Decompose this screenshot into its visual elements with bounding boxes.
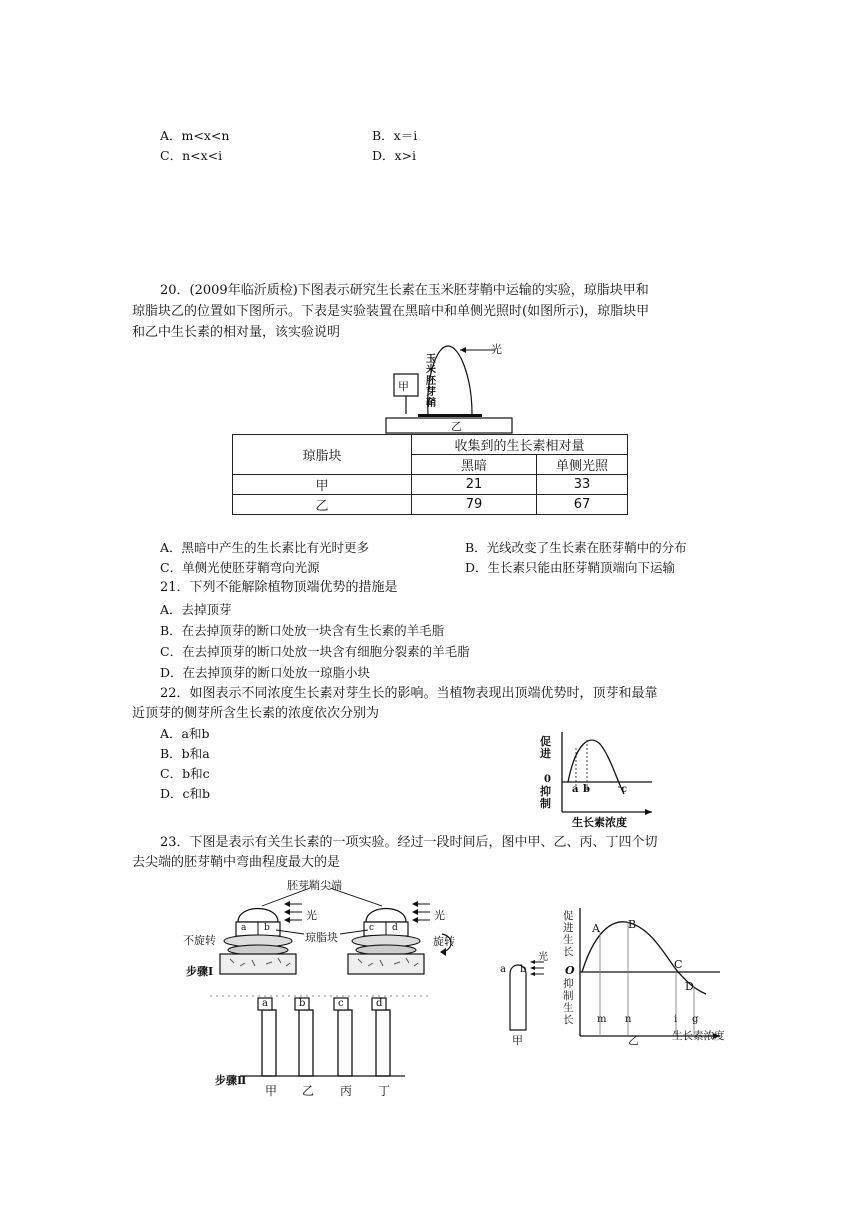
q20-option-a: A．黑暗中产生的生长素比有光时更多 bbox=[160, 540, 370, 555]
q23-step2-block-a: a bbox=[262, 998, 268, 1009]
q23-yi-zero: O bbox=[565, 964, 575, 977]
q23-stem-bing: 丙 bbox=[340, 1084, 353, 1098]
q23-step1-label: 步骤Ⅰ bbox=[186, 965, 214, 978]
q20-stem-line3: 和乙中生长素的相对量，该实验说明 bbox=[132, 325, 341, 340]
q23-yi-caption: 乙 bbox=[628, 1034, 639, 1047]
q23-block-c-top: c bbox=[369, 923, 375, 933]
q23-fig-yi-chart bbox=[560, 904, 740, 1044]
q21-option-c: C．在去掉顶芽的断口处放一块含有细胞分裂素的羊毛脂 bbox=[160, 644, 470, 659]
q23-fig-jia bbox=[500, 950, 560, 1040]
q23-tip-label: 胚芽鞘尖端 bbox=[287, 879, 342, 892]
q22-option-c: C．b和c bbox=[160, 766, 210, 781]
q23-block-d-top: d bbox=[392, 923, 398, 933]
q22-point-a: a bbox=[572, 784, 579, 795]
q22-stem-line1: 22．如图表示不同浓度生长素对芽生长的影响。当植物表现出顶端优势时，顶芽和最靠 bbox=[160, 686, 658, 701]
q20-light-label: 光 bbox=[491, 343, 502, 356]
q23-jia-light: 光 bbox=[538, 952, 548, 963]
q23-yi-y-bottom: 抑制生长 bbox=[563, 978, 574, 1026]
q23-yi-point-c: C bbox=[674, 958, 683, 971]
q22-growth-chart bbox=[534, 728, 664, 824]
q22-y-bottom-label: 抑制 bbox=[540, 785, 551, 810]
q23-stem-jia: 甲 bbox=[265, 1084, 278, 1098]
q20-option-b: B．光线改变了生长素在胚芽鞘中的分布 bbox=[465, 540, 687, 555]
table-row: 乙 79 67 bbox=[233, 495, 628, 515]
q20-data-table bbox=[232, 434, 628, 515]
q20-coleoptile-label: 玉 米 胚 芽 鞘 bbox=[426, 354, 436, 409]
q23-step2-block-b: b bbox=[299, 998, 306, 1009]
q22-stem-line2: 近顶芽的侧芽所含生长素的浓度依次分别为 bbox=[132, 706, 380, 721]
q19-option-c: C．n<x<i bbox=[160, 148, 223, 163]
q23-jia-b: b bbox=[520, 964, 527, 975]
q22-zero-label: 0 bbox=[544, 774, 551, 785]
q23-yi-tick-m: m bbox=[597, 1014, 607, 1025]
q23-yi-tick-g: g bbox=[692, 1014, 699, 1025]
q22-point-c: c bbox=[621, 784, 628, 795]
q22-point-b: b bbox=[583, 784, 590, 795]
q23-light-label-left: 光 bbox=[306, 909, 317, 922]
q23-yi-tick-i: i bbox=[674, 1014, 678, 1025]
q22-option-a: A．a和b bbox=[160, 726, 210, 741]
q23-yi-point-b: B bbox=[628, 918, 637, 931]
q19-option-d: D．x>i bbox=[372, 148, 417, 163]
q23-no-rotate-label: 不旋转 bbox=[183, 934, 216, 947]
q19-option-a: A．m<x<n bbox=[160, 128, 230, 143]
table-header-block: 琼脂块 bbox=[233, 435, 412, 475]
q23-yi-point-d: D bbox=[685, 980, 694, 993]
q23-step2-block-d: d bbox=[376, 998, 383, 1009]
q23-agar-label: 琼脂块 bbox=[305, 931, 338, 944]
q23-jia-a: a bbox=[500, 964, 506, 975]
q22-x-label: 生长素浓度 bbox=[572, 816, 627, 829]
q23-stem-line2: 去尖端的胚芽鞘中弯曲程度最大的是 bbox=[132, 855, 341, 870]
q22-option-b: B．b和a bbox=[160, 746, 210, 761]
q23-block-a-top: a bbox=[241, 923, 247, 933]
q20-block-jia-label: 甲 bbox=[398, 380, 409, 393]
q22-y-top-label: 促进 bbox=[540, 735, 551, 760]
q23-stem-yi: 乙 bbox=[302, 1084, 315, 1098]
q20-option-d: D．生长素只能由胚芽鞘顶端向下运输 bbox=[465, 560, 676, 575]
q23-experiment-figure bbox=[180, 874, 470, 1096]
q20-stem-line1: 20．(2009年临沂质检)下图表示研究生长素在玉米胚芽鞘中运输的实验，琼脂块甲和 bbox=[160, 283, 649, 298]
q19-option-b: B．x＝i bbox=[372, 128, 418, 143]
q23-yi-point-a: A bbox=[592, 922, 600, 935]
table-row: 甲 21 33 bbox=[233, 475, 628, 495]
q23-light-label-right: 光 bbox=[434, 909, 445, 922]
q23-jia-caption: 甲 bbox=[512, 1034, 523, 1047]
q22-option-d: D．c和b bbox=[160, 786, 211, 801]
q23-step2-block-c: c bbox=[338, 998, 344, 1009]
q23-stem-ding: 丁 bbox=[378, 1084, 391, 1098]
q23-yi-y-top: 促进生长 bbox=[563, 910, 574, 958]
q23-step2-label: 步骤Ⅱ bbox=[215, 1074, 247, 1087]
q21-option-b: B．在去掉顶芽的断口处放一块含有生长素的羊毛脂 bbox=[160, 623, 445, 638]
q20-block-yi-label: 乙 bbox=[451, 420, 462, 433]
q21-option-a: A．去掉顶芽 bbox=[160, 602, 232, 617]
q23-rotate-label: 旋转 bbox=[433, 935, 455, 948]
q21-option-d: D．在去掉顶芽的断口处放一琼脂小块 bbox=[160, 665, 371, 680]
q23-yi-x-label: 生长素浓度 bbox=[672, 1030, 725, 1042]
q23-yi-tick-n: n bbox=[625, 1014, 632, 1025]
q20-option-c: C．单侧光使胚芽鞘弯向光源 bbox=[160, 560, 320, 575]
q21-stem: 21．下列不能解除植物顶端优势的措施是 bbox=[160, 580, 398, 595]
q23-block-b-top: b bbox=[264, 923, 270, 933]
q20-stem-line2: 琼脂块乙的位置如下图所示。下表是实验装置在黑暗中和单侧光照时(如图所示)，琼脂块甲 bbox=[132, 304, 650, 319]
table-header-light: 单侧光照 bbox=[537, 455, 628, 475]
q23-stem-line1: 23．下图是表示有关生长素的一项实验。经过一段时间后，图中甲、乙、丙、丁四个切 bbox=[160, 835, 658, 850]
table-header-group: 收集到的生长素相对量 bbox=[412, 435, 628, 455]
table-header-dark: 黑暗 bbox=[412, 455, 537, 475]
